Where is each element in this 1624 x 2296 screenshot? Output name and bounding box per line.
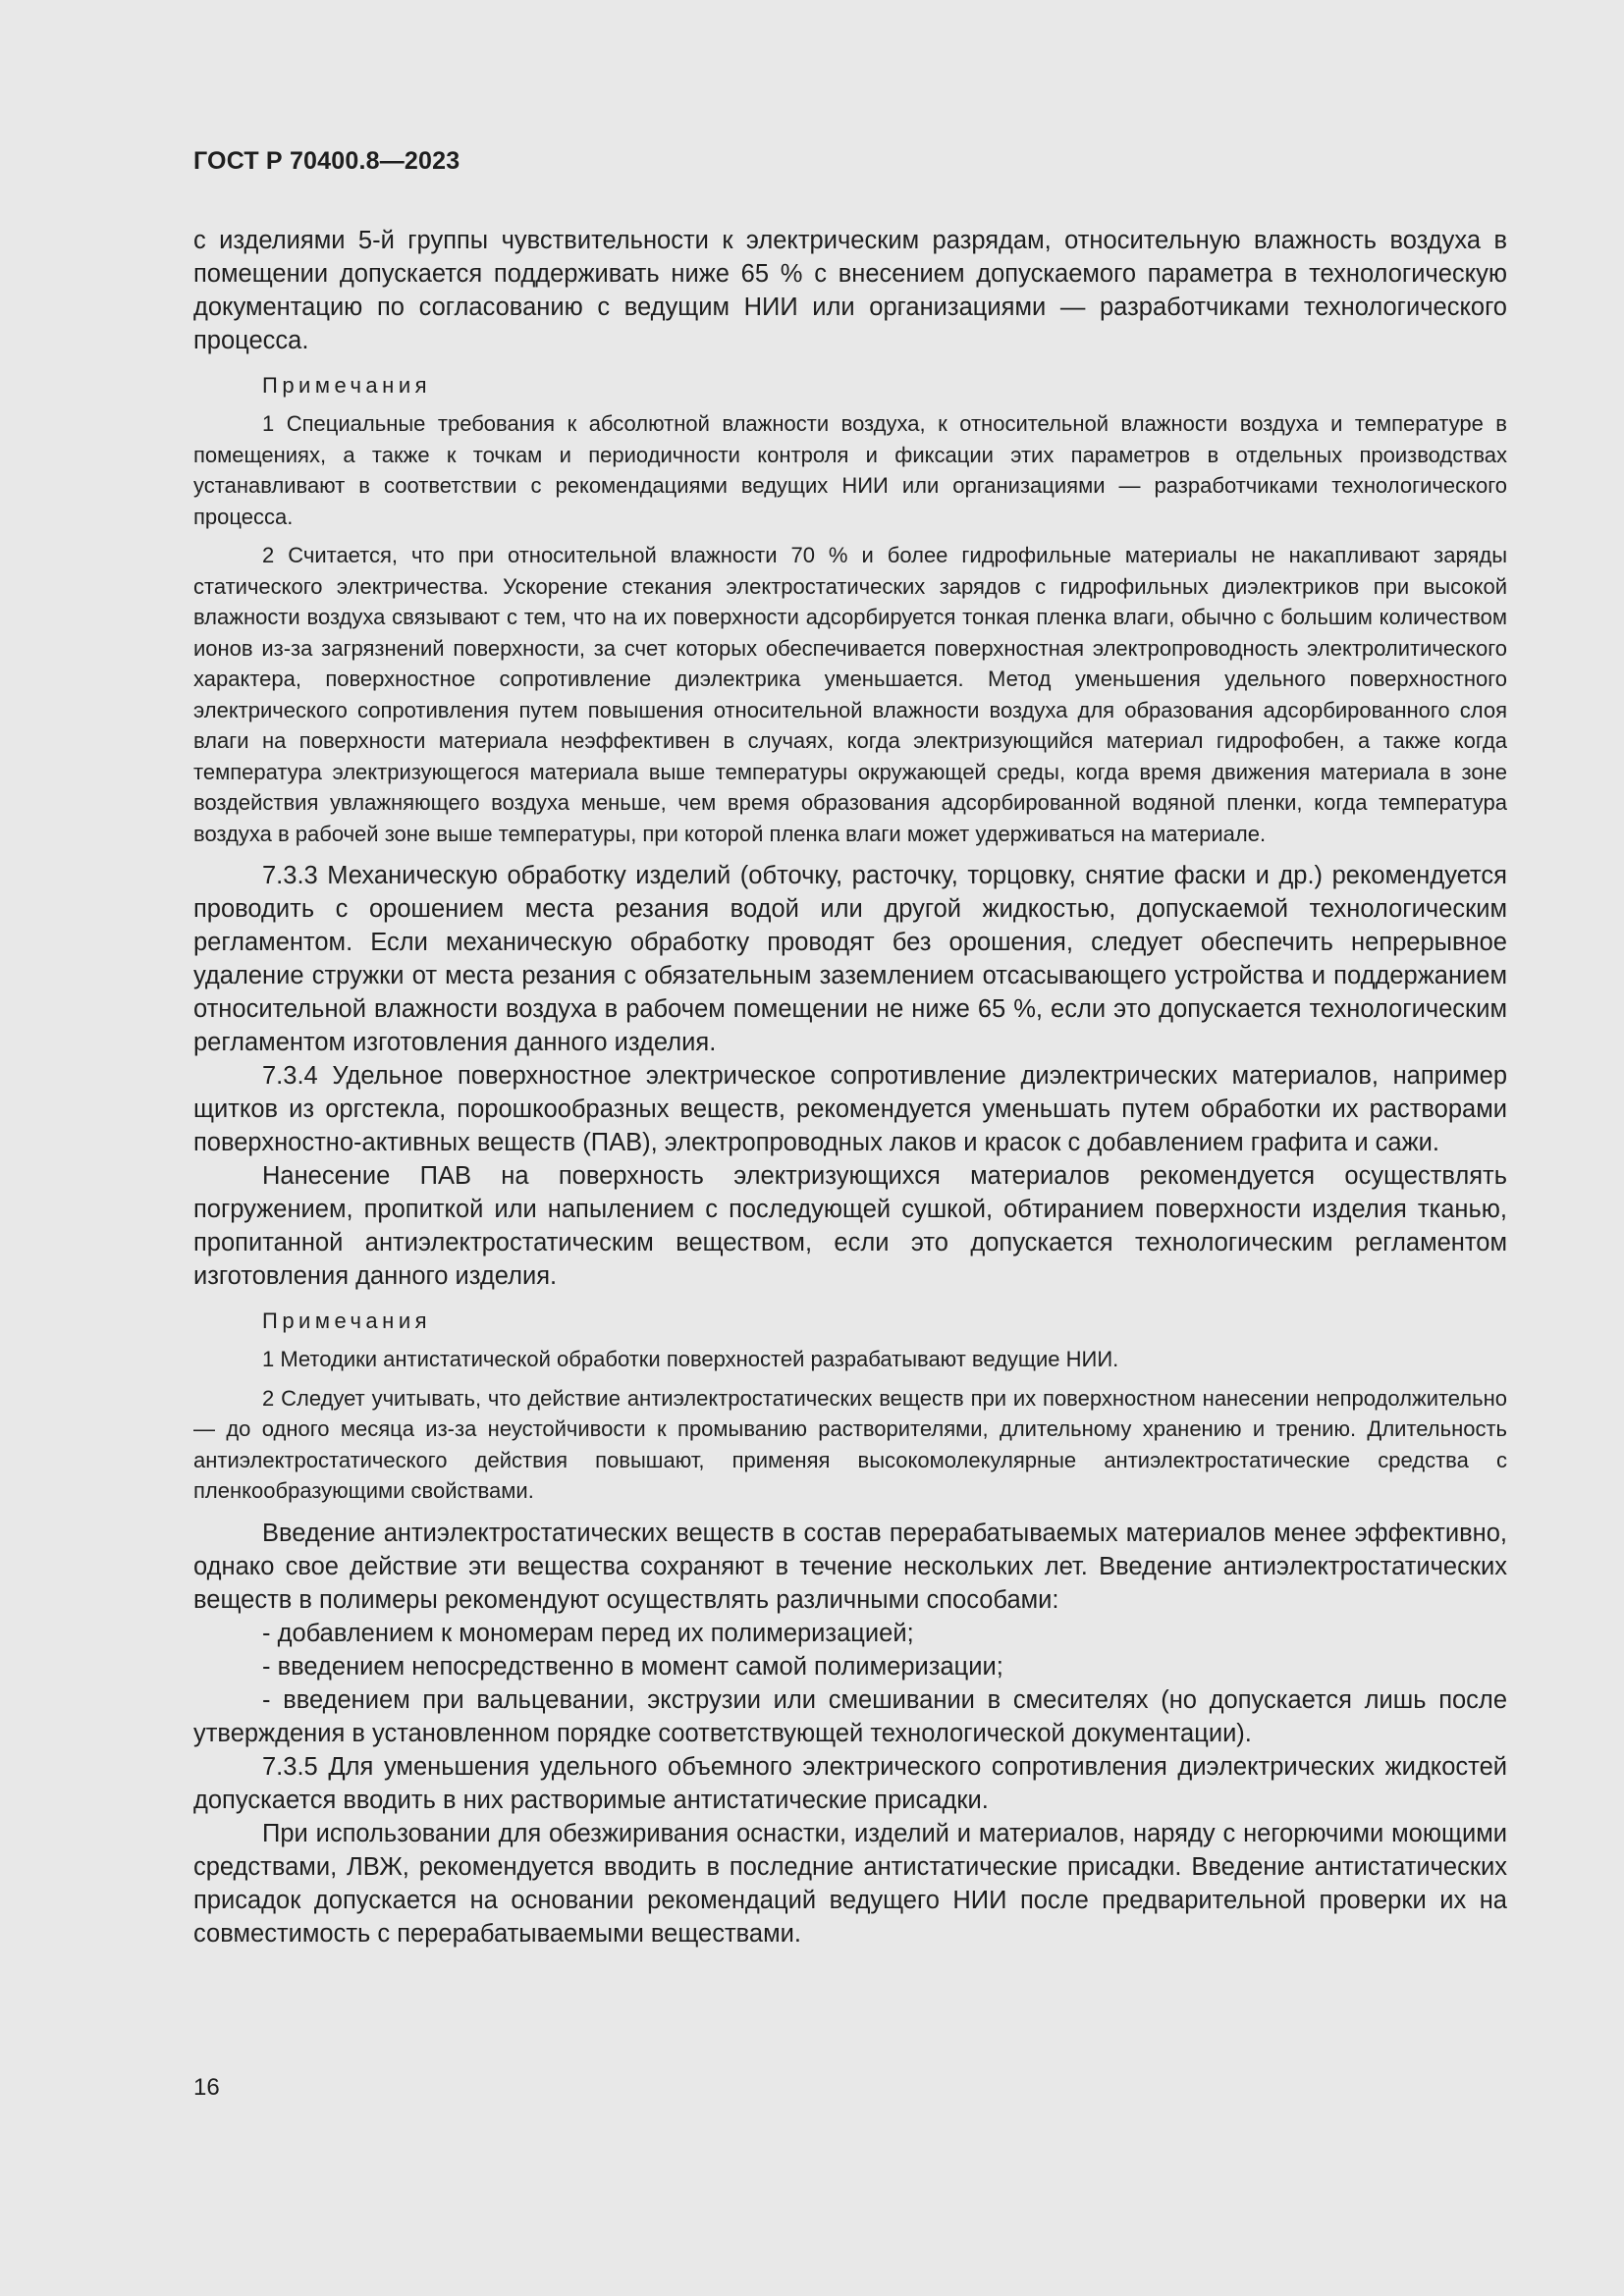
paragraph: Нанесение ПАВ на поверхность электризующихся материалов рекомендуется осуществлять погружением, пропиткой или напылением с последующей сушкой, обтиранием поверхности изделия тканью, пропитанной антиэлектростатическим веществом, если это допускается технологическим регламентом изготовления данного изделия. xyxy=(193,1162,1507,1290)
clause-7-3-3: 7.3.3 Механическую обработку изделий (обточку, расточку, торцовку, снятие фаски и др.) рекомендуется проводить с орошением места резания водой или другой жидкостью, допускаемой технологическим регламентом. Если механическую обработку проводят без орошения, следует обеспечить непрерывное удаление стружки от места резания с обязательным заземлением отсасывающего устройства и поддержанием относительной влажности воздуха в рабочем помещении не ниже 65 %, если это допускается технологическим регламентом изготовления данного изделия. xyxy=(193,862,1507,1056)
page-number: 16 xyxy=(193,2074,220,2101)
list-item: - добавлением к мономерам перед их полимеризацией; xyxy=(262,1619,914,1647)
standard-designation: ГОСТ Р 70400.8—2023 xyxy=(193,147,460,175)
notes-title: Примечания xyxy=(262,1308,432,1333)
notes-block-2 xyxy=(193,1307,1507,1507)
page-content xyxy=(193,224,1507,1950)
note-item: 2 Следует учитывать, что действие антиэлектростатических веществ при их поверхностном нанесении непродолжительно — до одного месяца из-за неустойчивости к промыванию растворителями, длительному хранению и трению. Длительность антиэлектростатического действия повышают, применяя высокомолекулярные антиэлектростатические средства с пленкообразующими свойствами. xyxy=(193,1385,1507,1503)
paragraph: Введение антиэлектростатических веществ в состав перерабатываемых материалов менее эффективно, однако свое действие эти вещества сохраняют в течение нескольких лет. Введение антиэлектростатических веществ в полимеры рекомендуют осуществлять различными способами: xyxy=(193,1519,1507,1614)
clause-7-3-5: 7.3.5 Для уменьшения удельного объемного электрического сопротивления диэлектрических жидкостей допускается вводить в них растворимые антистатические присадки. xyxy=(193,1752,1507,1814)
note-item: 2 Считается, что при относительной влажности 70 % и более гидрофильные материалы не накапливают заряды статического электричества. Ускорение стекания электростатических зарядов с гидрофильных диэлектриков при высокой влажности воздуха связывают с тем, что на их поверхности адсорбируется тонкая пленка влаги, обычно с большим количеством ионов из-за загрязнений поверхности, за счет которых обеспечивается поверхностная электропроводность электролитического характера, поверхностное сопротивление диэлектрика уменьшается. Метод уменьшения удельного поверхностного электрического сопротивления путем повышения относительной влажности воздуха для образования адсорбированного слоя влаги на поверхности материала неэффективен в случаях, когда электризующийся материал гидрофобен, а также когда температура электризующегося материала выше температуры окружающей среды, когда время движения материала в зоне воздействия увлажняющего воздуха меньше, чем время образования адсорбированной водяной пленки, когда температура воздуха в рабочей зоне выше температуры, при которой пленка влаги может удерживаться на материале. xyxy=(193,543,1507,846)
paragraph: При использовании для обезжиривания оснастки, изделий и материалов, наряду с негорючими моющими средствами, ЛВЖ, рекомендуется вводить в последние антистатические присадки. Введение антистатических присадок допускается на основании рекомендаций ведущего НИИ после предварительной проверки их на совместимость с перерабатываемыми веществами. xyxy=(193,1819,1507,1948)
list-item: - введением непосредственно в момент самой полимеризации; xyxy=(262,1652,1003,1681)
notes-title: Примечания xyxy=(262,373,432,398)
clause-7-3-4: 7.3.4 Удельное поверхностное электрическое сопротивление диэлектрических материалов, например щитков из оргстекла, порошкообразных веществ, рекомендуется уменьшать путем обработки их растворами поверхностно-активных веществ (ПАВ), электропроводных лаков и красок с добавлением графита и сажи. xyxy=(193,1062,1507,1156)
paragraph-continuation: с изделиями 5-й группы чувствительности к электрическим разрядам, относительную влажность воздуха в помещении допускается поддерживать ниже 65 % с внесением допускаемого параметра в технологическую документацию по согласованию с ведущим НИИ или организациями — разработчиками технологического процесса. xyxy=(193,227,1507,354)
note-item: 1 Методики антистатической обработки поверхностей разрабатывают ведущие НИИ. xyxy=(262,1347,1119,1371)
note-item: 1 Специальные требования к абсолютной влажности воздуха, к относительной влажности воздуха и температуре в помещениях, а также к точкам и периодичности контроля и фиксации этих параметров в отдельных производствах устанавливают в соответствии с рекомендациями ведущих НИИ или организациями — разработчиками технологического процесса. xyxy=(193,411,1507,529)
list-item: - введением при вальцевании, экструзии или смешивании в смесителях (но допускается лишь после утверждения в установленном порядке соответствующей технологической документации). xyxy=(193,1685,1507,1747)
notes-block-1 xyxy=(193,371,1507,849)
